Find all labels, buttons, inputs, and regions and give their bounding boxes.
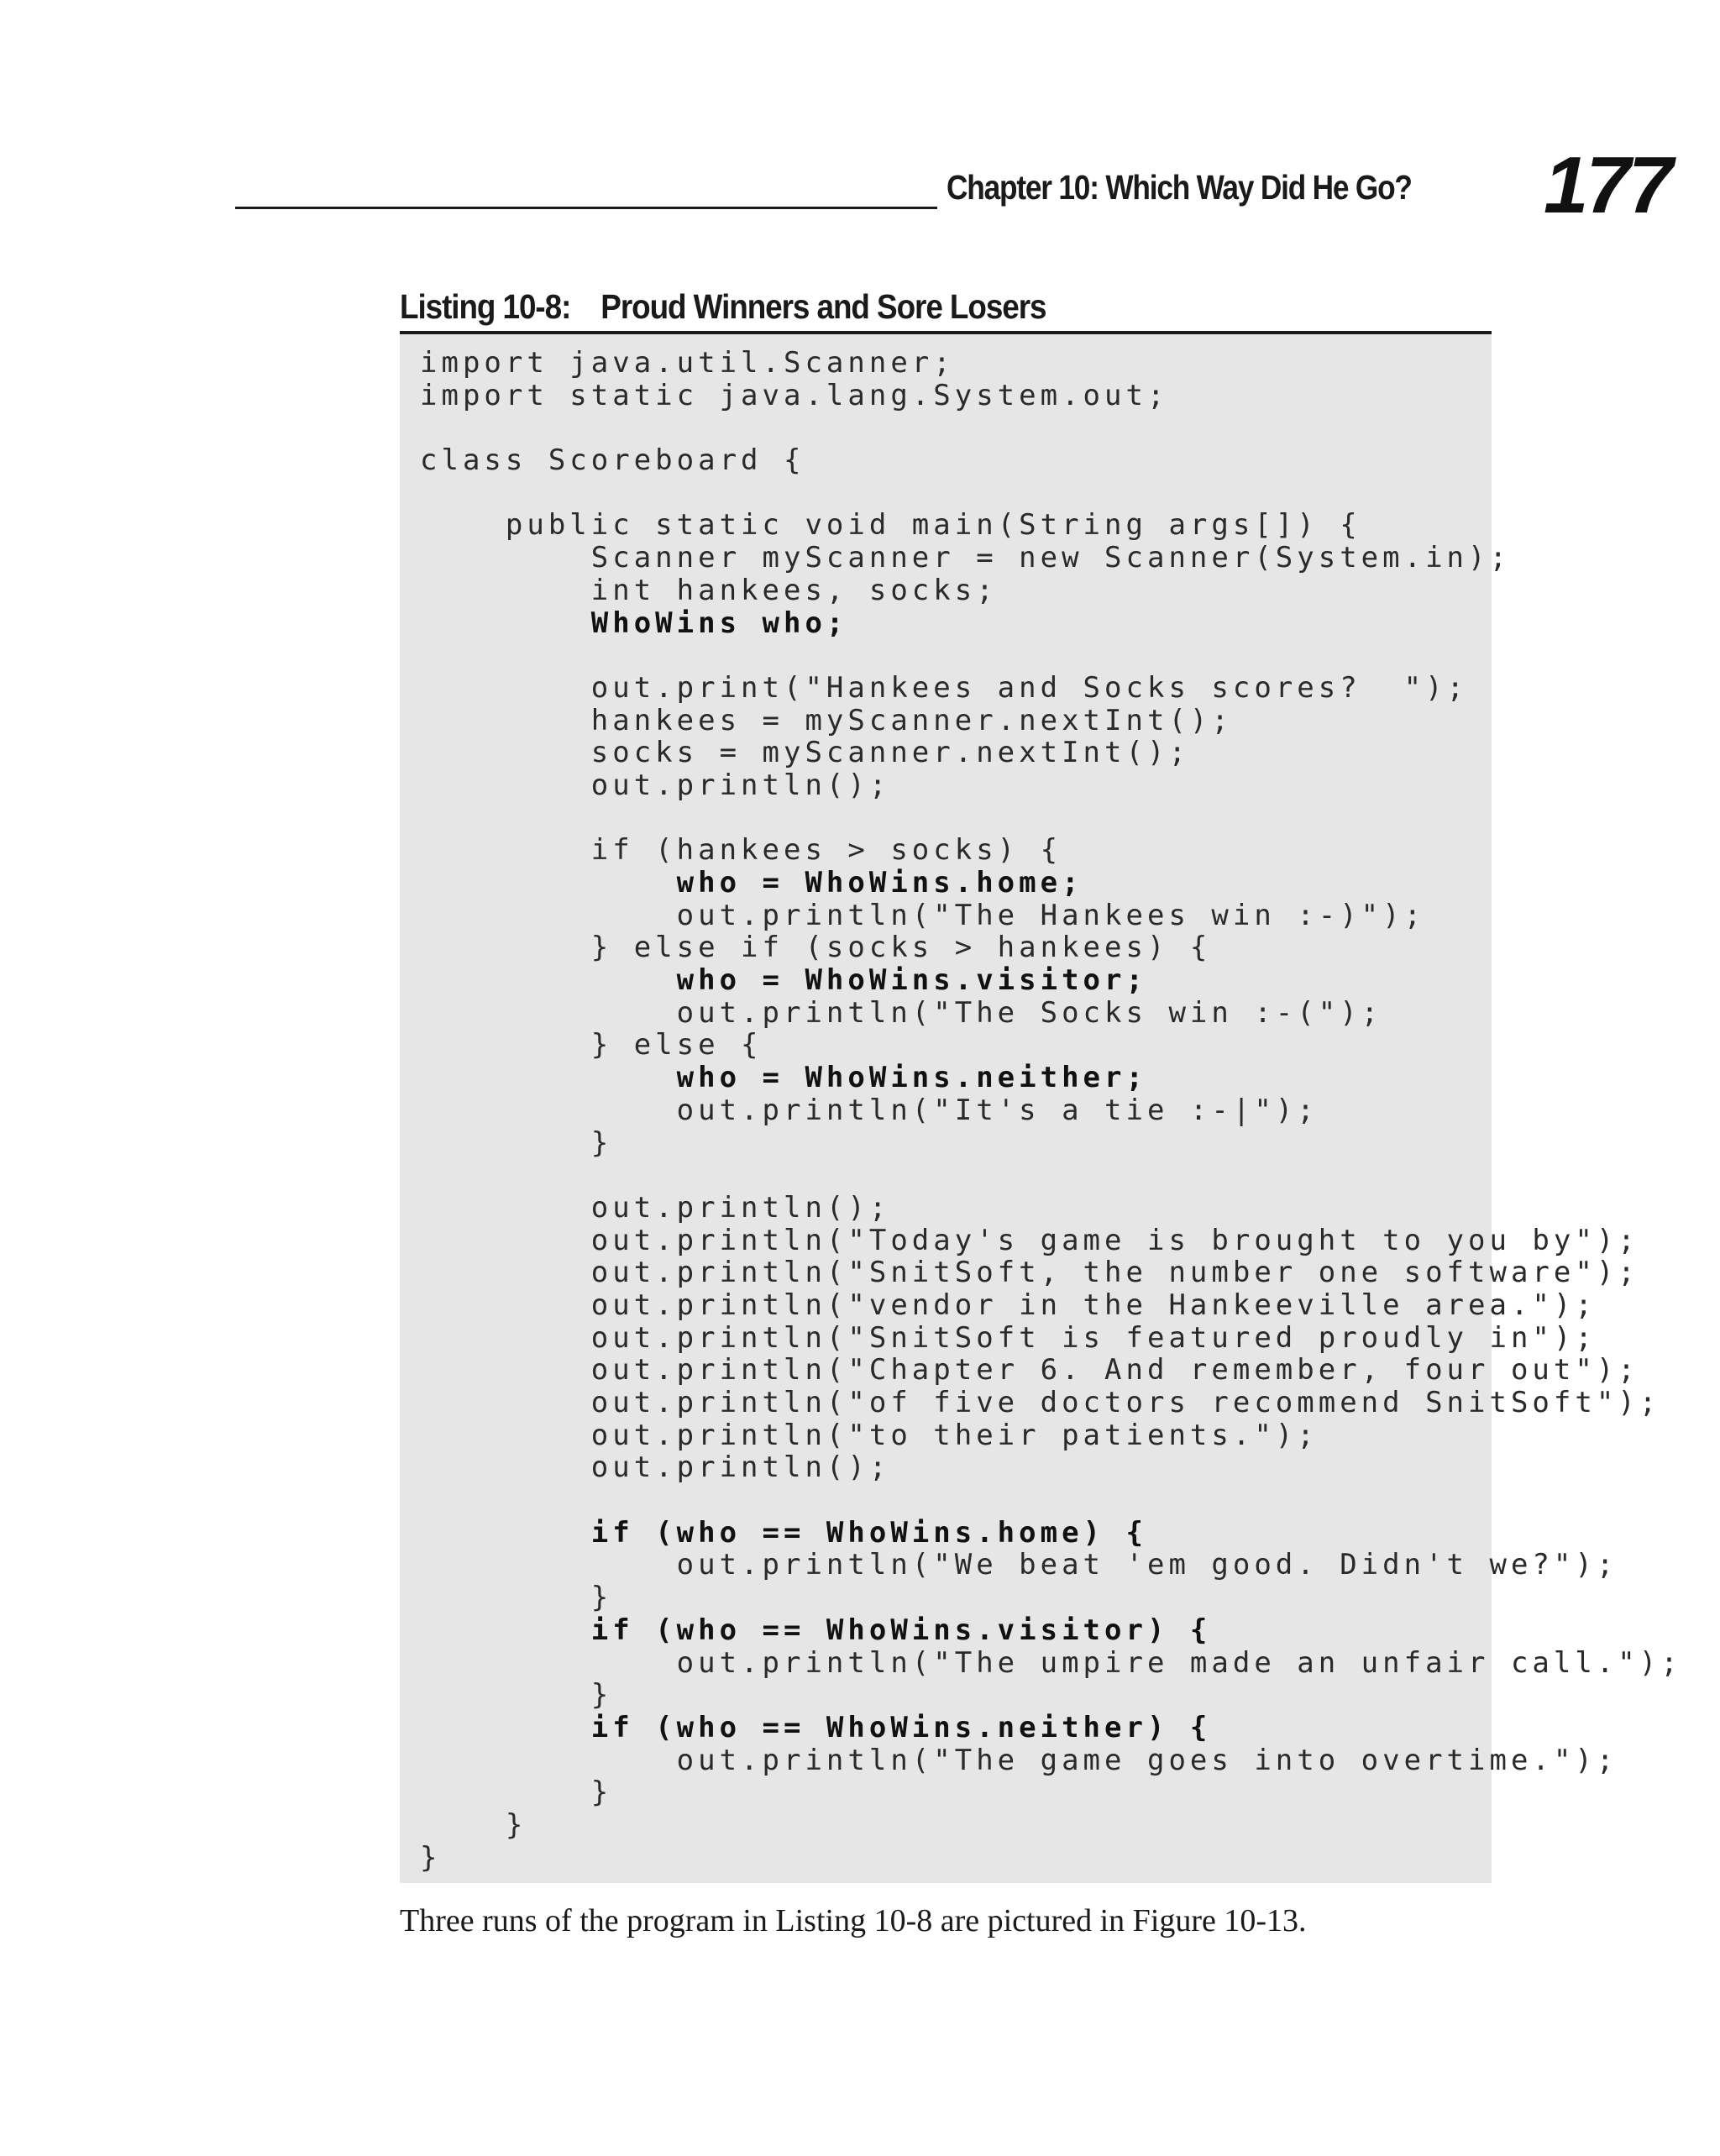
code-line: [420, 1484, 1682, 1517]
code-line: [420, 477, 1682, 510]
code-line: }: [420, 1776, 613, 1810]
code-line: class Scoreboard {: [420, 443, 805, 478]
code-line: if (who == WhoWins.visitor) {: [420, 1613, 1212, 1647]
code-line: out.println("The umpire made an unfair call.");: [420, 1645, 1682, 1680]
code-line: out.println();: [420, 1450, 891, 1485]
listing-caption: [400, 287, 1046, 327]
code-line: [420, 802, 1682, 835]
code-line: [420, 412, 1682, 444]
code-line: out.println();: [420, 1190, 891, 1225]
code-line: out.println("SnitSoft, the number one software");: [420, 1256, 1639, 1290]
code-line: }: [420, 1581, 613, 1615]
code-line: out.println("to their patients.");: [420, 1418, 1319, 1452]
code-line: who = WhoWins.home;: [420, 866, 1083, 900]
code-line: } else if (socks > hankees) {: [420, 931, 1212, 965]
chapter-title: Chapter 10: Which Way Did He Go?: [947, 168, 1412, 207]
code-line: out.println("SnitSoft is featured proudly in");: [420, 1320, 1597, 1355]
code-line: Scanner myScanner = new Scanner(System.in);: [420, 541, 1511, 575]
code-line: hankees = myScanner.nextInt();: [420, 703, 1233, 737]
code-line: out.println("of five doctors recommend SnitSoft");: [420, 1386, 1661, 1419]
listing-label: Listing 10-8:: [400, 287, 571, 326]
page-number: 177: [1544, 140, 1671, 230]
code-line: out.println("It's a tie :-|");: [420, 1093, 1319, 1127]
code-line: }: [420, 1678, 613, 1713]
code-line: out.println("The Socks win :-(");: [420, 995, 1383, 1030]
code-line: out.print("Hankees and Socks scores? ");: [420, 670, 1469, 705]
code-line: public static void main(String args[]) {: [420, 508, 1361, 543]
code-line: } else {: [420, 1028, 763, 1062]
code-line: socks = myScanner.nextInt();: [420, 736, 1190, 770]
code-line: [420, 639, 1682, 672]
code-line: }: [420, 1840, 442, 1875]
code-line: out.println("The Hankees win :-)");: [420, 898, 1426, 932]
code-line: out.println("The game goes into overtime.");: [420, 1743, 1618, 1777]
code-line: int hankees, socks;: [420, 573, 998, 607]
code-listing: [420, 347, 1682, 1874]
code-line: if (who == WhoWins.neither) {: [420, 1710, 1212, 1744]
listing-title: Proud Winners and Sore Losers: [600, 287, 1046, 326]
body-paragraph: Three runs of the program in Listing 10-8 are pictured in Figure 10-13.: [400, 1903, 1307, 1938]
code-line: who = WhoWins.neither;: [420, 1061, 1147, 1095]
code-line: }: [420, 1125, 613, 1160]
code-line: who = WhoWins.visitor;: [420, 963, 1147, 998]
code-line: [420, 1159, 1682, 1192]
code-line: import java.util.Scanner;: [420, 346, 955, 380]
code-line: out.println("vendor in the Hankeeville area.");: [420, 1288, 1597, 1322]
code-line: if (who == WhoWins.home) {: [420, 1515, 1147, 1550]
code-line: if (hankees > socks) {: [420, 833, 1062, 868]
code-line: out.println("Chapter 6. And remember, four out");: [420, 1353, 1639, 1387]
code-line: }: [420, 1807, 527, 1842]
header-rule: [235, 207, 937, 209]
code-line: import static java.lang.System.out;: [420, 378, 1169, 412]
code-line: WhoWins who;: [420, 606, 848, 640]
code-line: out.println();: [420, 768, 891, 802]
code-line: out.println("Today's game is brought to you by");: [420, 1223, 1639, 1257]
code-line: out.println("We beat 'em good. Didn't we?");: [420, 1548, 1618, 1582]
